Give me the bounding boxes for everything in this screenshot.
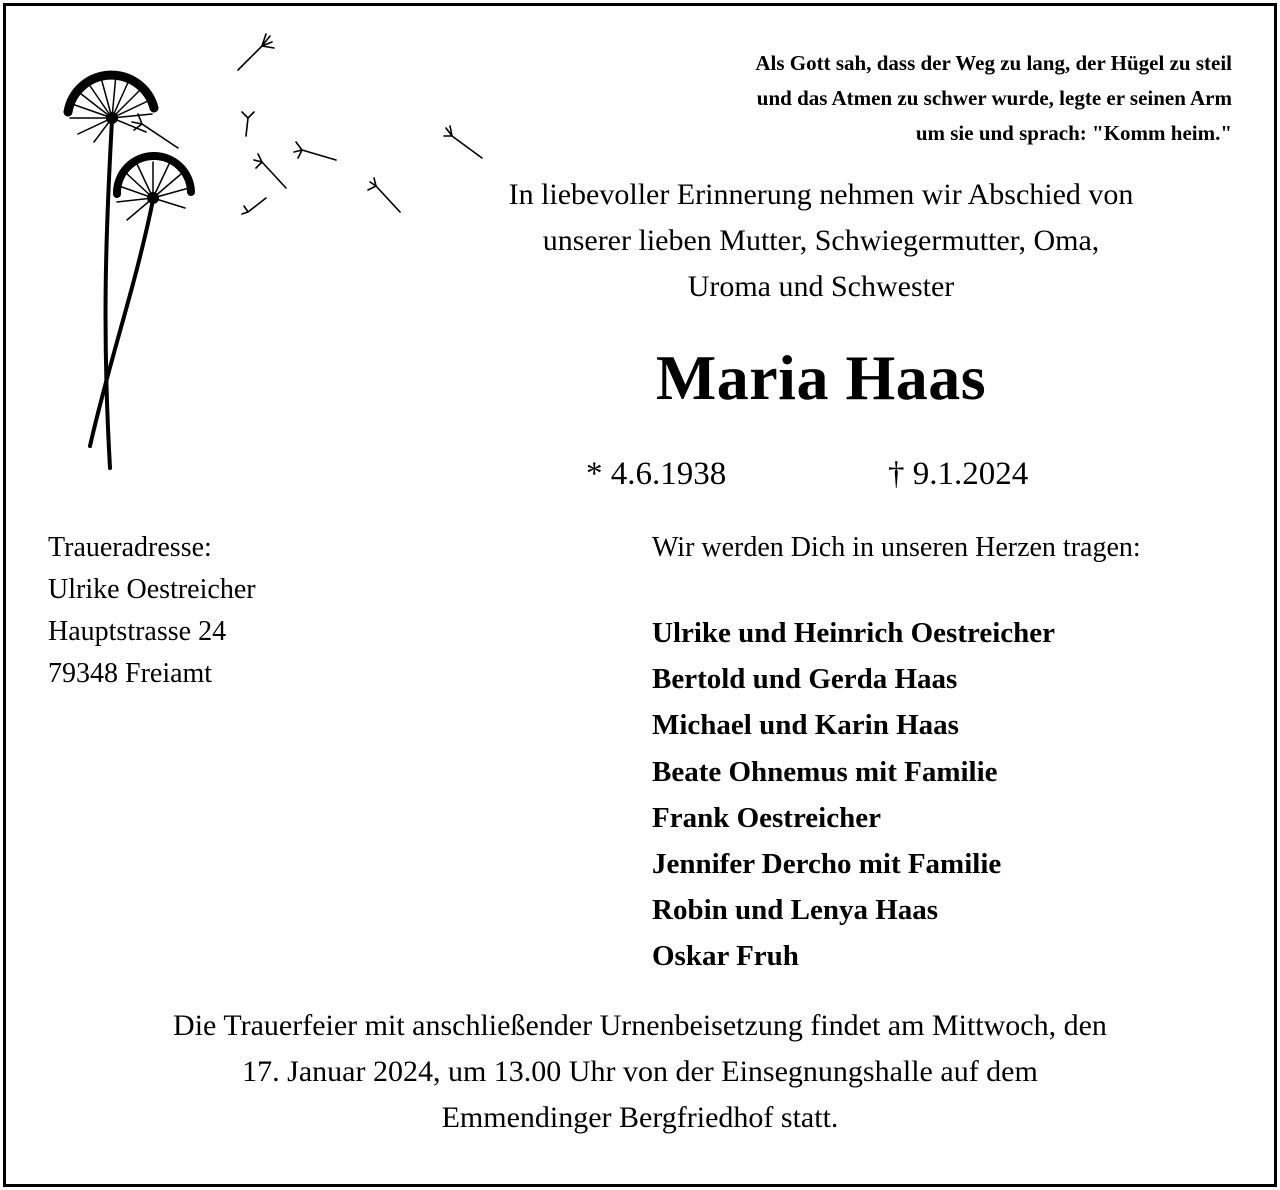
address-street: Hauptstrasse 24 — [48, 616, 227, 647]
intro-line: In liebevoller Erinnerung nehmen wir Abschied von — [508, 178, 1134, 211]
address-name: Ulrike Oestreicher — [48, 574, 256, 605]
mourner-name: Jennifer Dercho mit Familie — [652, 848, 1002, 881]
mourner-name: Robin und Lenya Haas — [652, 894, 939, 927]
address-heading: Traueradresse: — [48, 532, 212, 563]
birth-date: * 4.6.1938 — [586, 456, 727, 492]
service-info — [40, 1003, 1240, 1141]
intro-line: Uroma und Schwester — [687, 270, 955, 303]
mourner-name: Beate Ohnemus mit Familie — [652, 755, 998, 788]
intro-line: unserer lieben Mutter, Schwiegermutter, Oma, — [542, 224, 1100, 257]
quote-block — [532, 46, 1232, 151]
mourners-list — [652, 610, 1055, 980]
intro-text — [400, 172, 1242, 310]
mourner-name: Ulrike und Heinrich Oestreicher — [652, 617, 1055, 649]
mourners-intro: Wir werden Dich in unseren Herzen tragen: — [652, 532, 1141, 563]
service-line: Emmendinger Bergfriedhof statt. — [441, 1101, 839, 1134]
service-line: 17. Januar 2024, um 13.00 Uhr von der Einsegnungshalle auf dem — [242, 1055, 1038, 1088]
mourner-name: Frank Oestreicher — [652, 801, 881, 834]
mourning-address — [48, 527, 256, 695]
address-city: 79348 Freiamt — [48, 658, 213, 689]
death-date: † 9.1.2024 — [888, 456, 1029, 492]
quote-line: und das Atmen zu schwer wurde, legte er seinen Arm — [756, 86, 1232, 110]
mourner-name: Oskar Fruh — [652, 940, 799, 973]
mourner-name: Bertold und Gerda Haas — [652, 663, 958, 696]
quote-line: um sie und sprach: "Komm heim." — [915, 121, 1232, 145]
quote-line: Als Gott sah, dass der Weg zu lang, der Hügel zu steil — [755, 51, 1232, 75]
deceased-name: Maria Haas — [655, 342, 987, 413]
service-line: Die Trauerfeier mit anschließender Urnenbeisetzung findet am Mittwoch, den — [173, 1009, 1107, 1042]
mourner-name: Michael und Karin Haas — [652, 709, 959, 742]
